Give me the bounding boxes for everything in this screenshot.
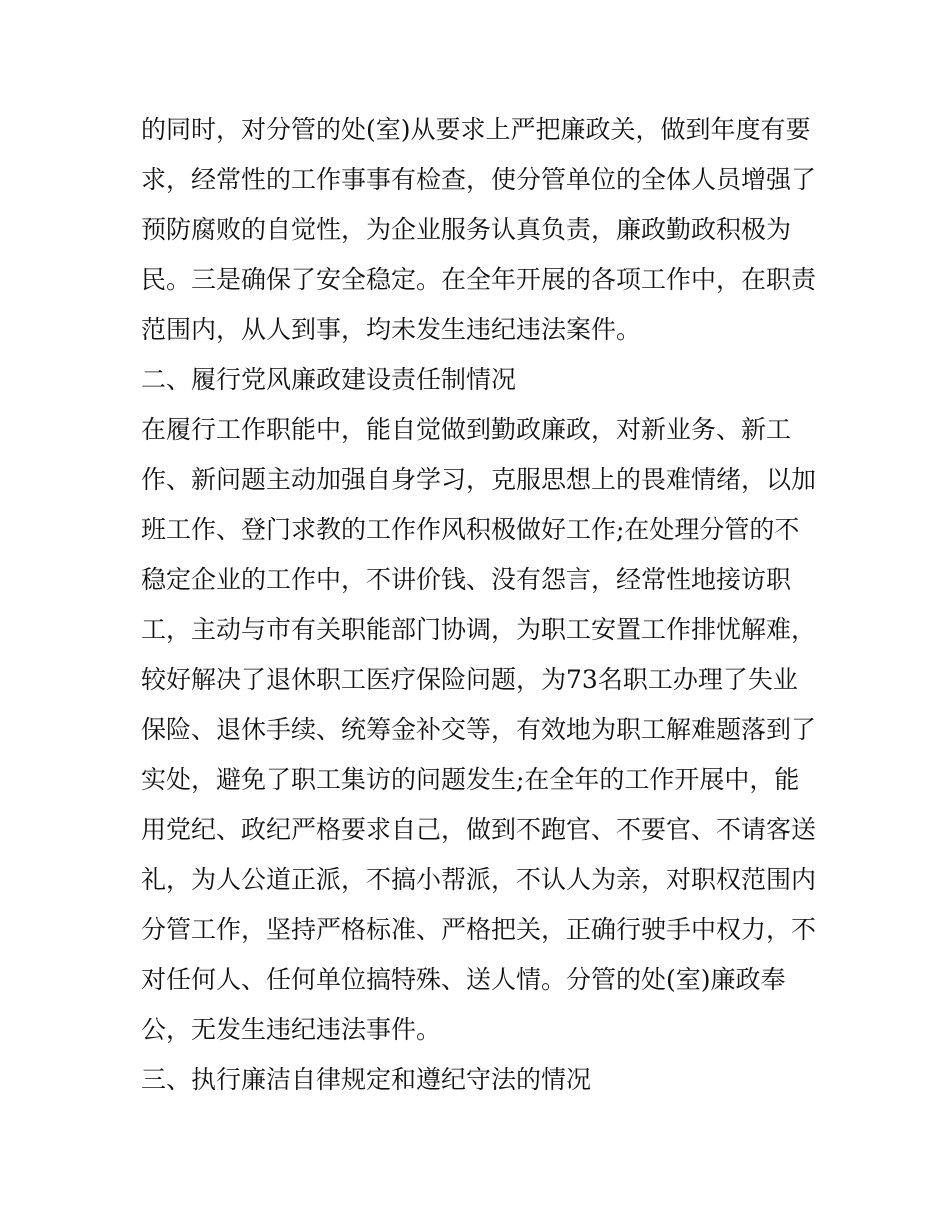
- paragraph-line: 较好解决了退休职工医疗保险问题，为73名职工办理了失业: [141, 665, 798, 694]
- paragraph-line: 礼，为人公道正派，不搞小帮派，不认人为亲，对职权范围内: [141, 865, 817, 894]
- paragraph-line: 稳定企业的工作中，不讲价钱、没有怨言，经常性地接访职: [141, 565, 792, 594]
- paragraph-line: 民。三是确保了安全稳定。在全年开展的各项工作中，在职责: [141, 265, 817, 294]
- paragraph-line: 实处，避免了职工集访的问题发生;在全年的工作开展中，能: [141, 765, 800, 794]
- section-heading: 二、履行党风廉政建设责任制情况: [141, 365, 517, 394]
- paragraph-line: 在履行工作职能中，能自觉做到勤政廉政，对新业务、新工: [141, 415, 792, 444]
- paragraph-line: 公，无发生违纪违法事件。: [141, 1015, 442, 1044]
- paragraph-line: 保险、退休手续、统筹金补交等，有效地为职工解难题落到了: [141, 715, 817, 744]
- paragraph-line: 的同时，对分管的处(室)从要求上严把廉政关，做到年度有要: [141, 115, 811, 144]
- paragraph-line: 求，经常性的工作事事有检查，使分管单位的全体人员增强了: [141, 165, 817, 194]
- paragraph-line: 班工作、登门求教的工作作风积极做好工作;在处理分管的不: [141, 515, 800, 544]
- paragraph-line: 分管工作，坚持严格标准、严格把关，正确行驶手中权力，不: [141, 915, 817, 944]
- section-heading: 三、执行廉洁自律规定和遵纪守法的情况: [141, 1065, 592, 1094]
- paragraph-line: 对任何人、任何单位搞特殊、送人情。分管的处(室)廉政奉: [141, 965, 786, 994]
- paragraph-line: 工，主动与市有关职能部门协调，为职工安置工作排忧解难，: [141, 615, 817, 644]
- paragraph-line: 范围内，从人到事，均未发生违纪违法案件。: [141, 315, 642, 344]
- paragraph-line: 作、新问题主动加强自身学习，克服思想上的畏难情绪，以加: [141, 465, 817, 494]
- paragraph-line: 用党纪、政纪严格要求自己，做到不跑官、不要官、不请客送: [141, 815, 817, 844]
- paragraph-line: 预防腐败的自觉性，为企业服务认真负责，廉政勤政积极为: [141, 215, 792, 244]
